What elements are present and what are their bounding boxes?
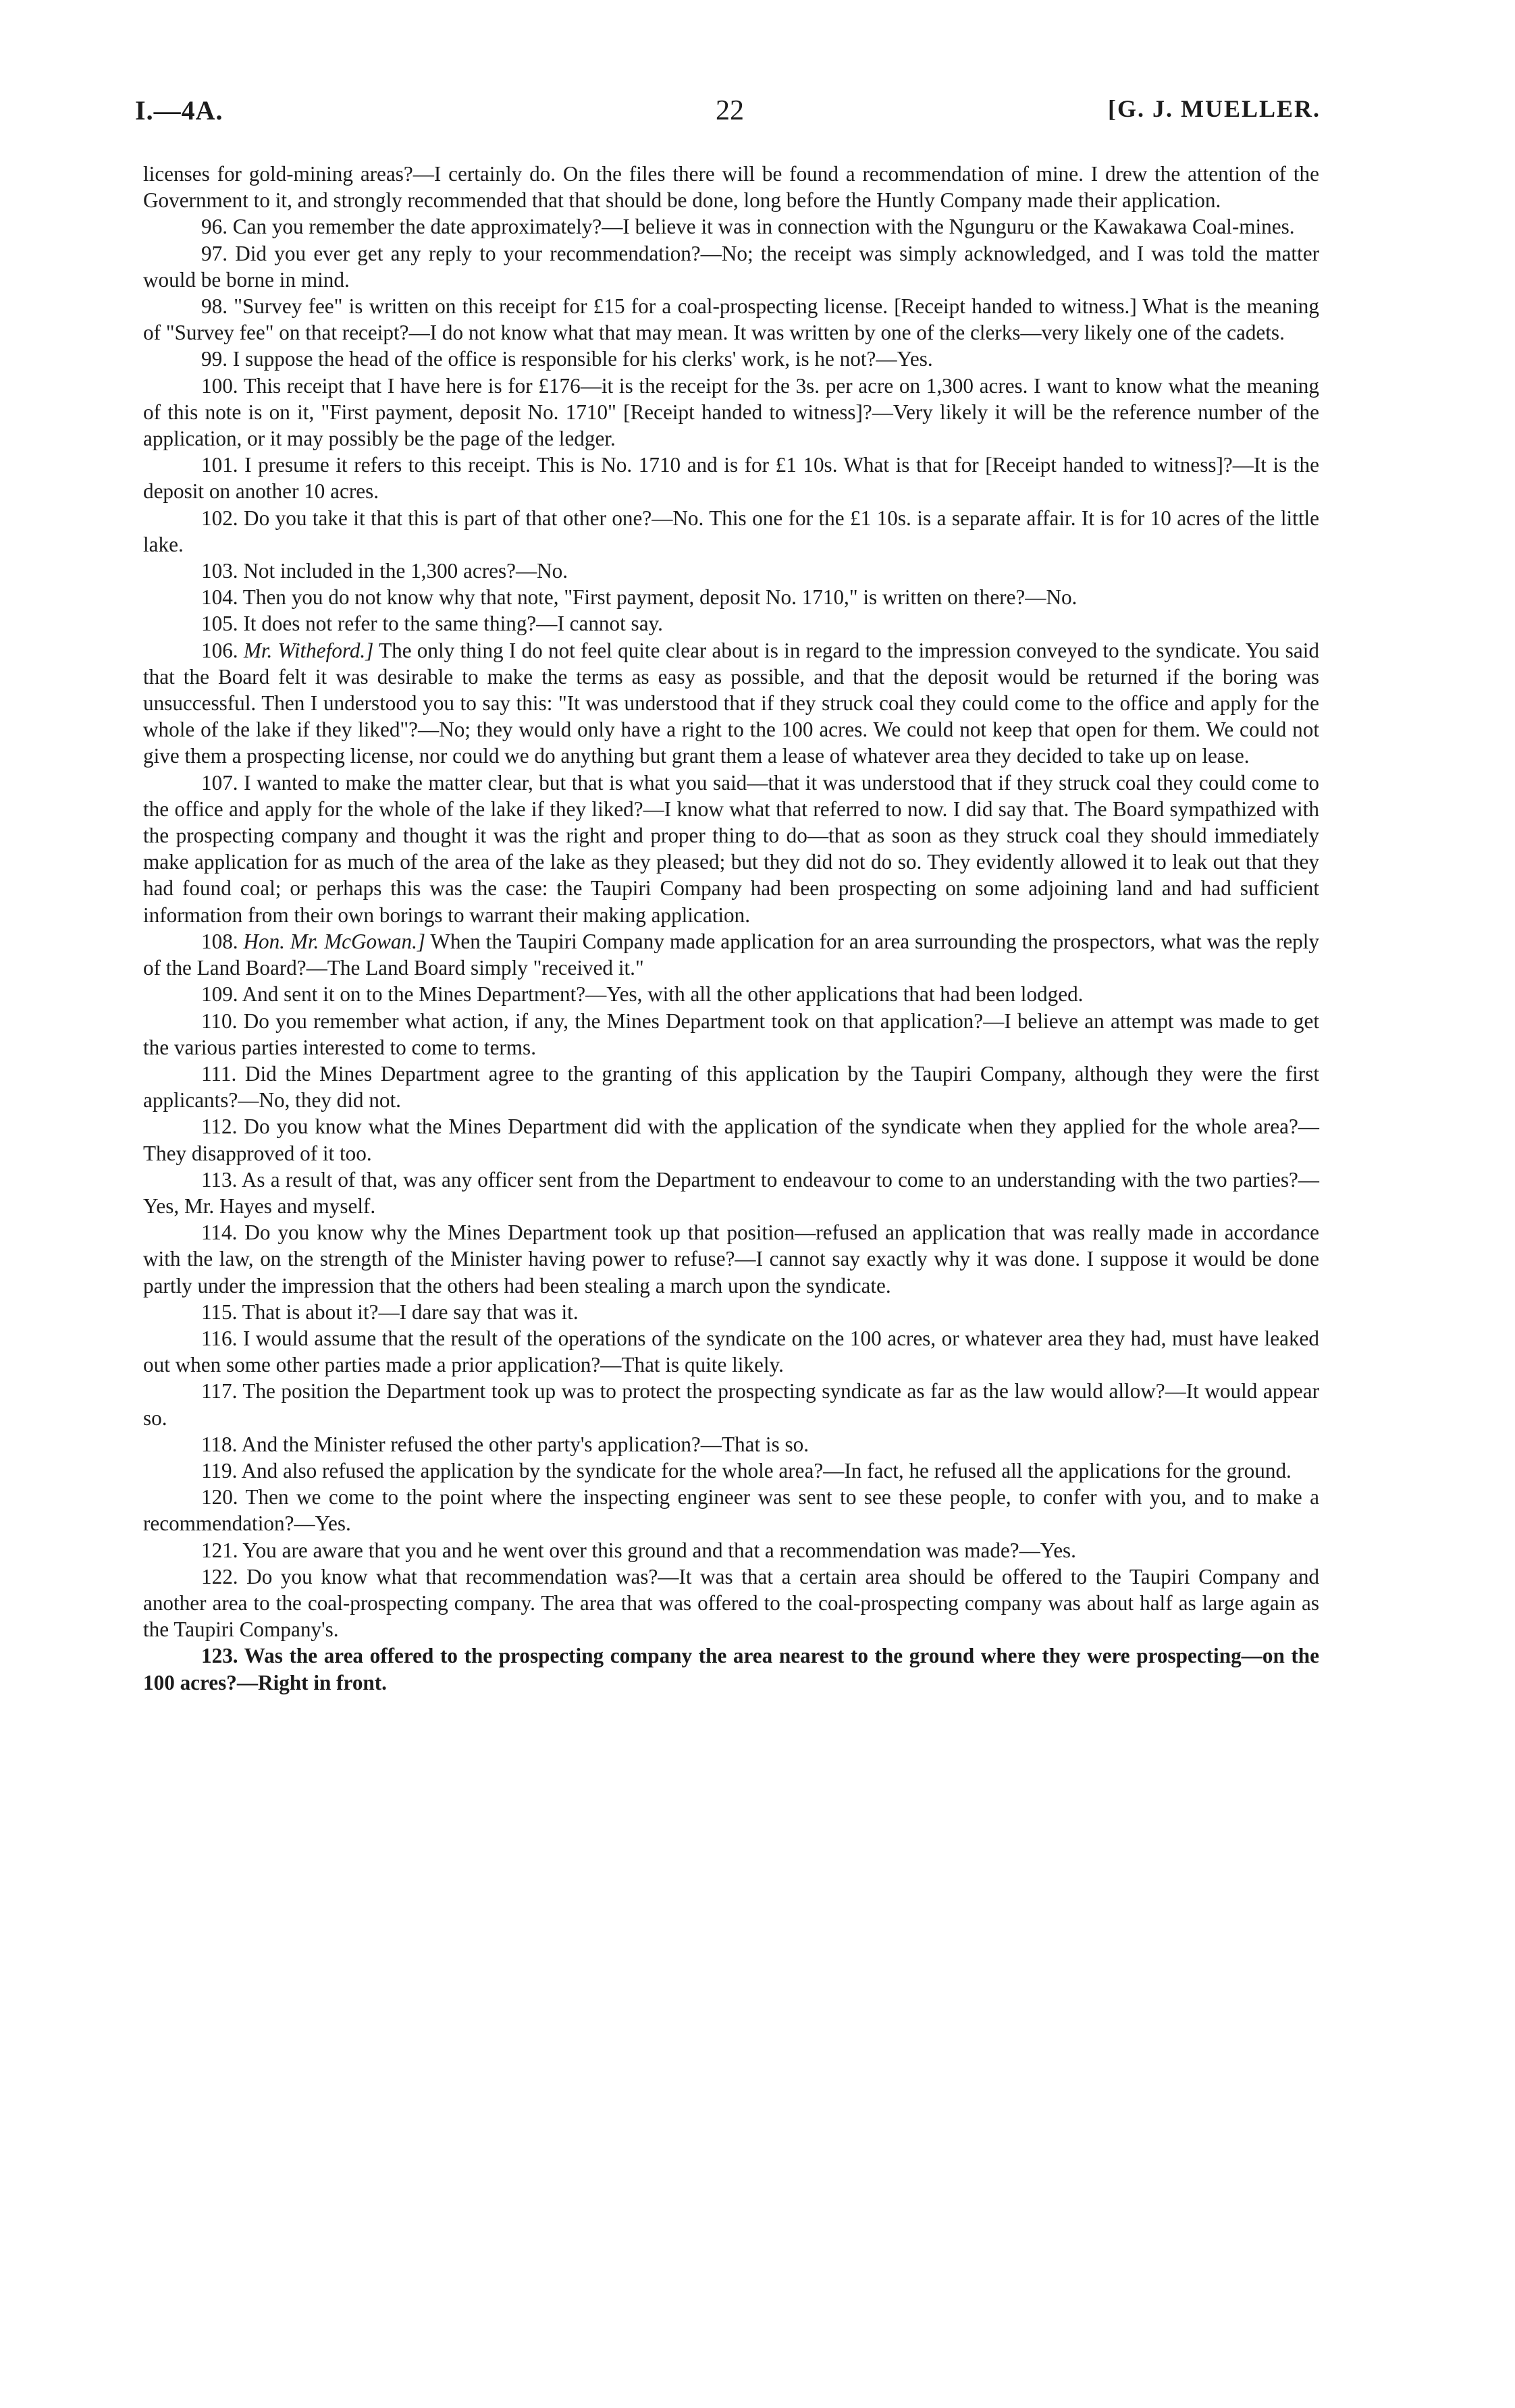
paragraph-98: 98. "Survey fee" is written on this receipt for £15 for a coal-prospecting license. [Receipt handed to witness.] What is the meaning of "Survey fee" on that receipt?—I do not know what that may mean. It was written by one of the clerks—very likely one of the cadets. xyxy=(143,294,1319,345)
paragraph-108 xyxy=(143,928,1319,981)
paragraph-text: When the Taupiri Company made application for an area surrounding the prospectors, what was the reply of the Land Board?—The Land Board simply "received it." xyxy=(143,929,1320,980)
paragraph-continued: licenses for gold-mining areas?—I certainly do. On the files there will be found a recommendation of mine. I drew the attention of the Government to it, and strongly recommended that that should be done, long before the Huntly Company made their application. xyxy=(143,162,1319,213)
paragraph-103: 103. Not included in the 1,300 acres?—No. xyxy=(201,559,568,583)
paragraph-116: 116. I would assume that the result of the operations of the syndicate on the 100 acres, or whatever area they had, must have leaked out when some other parties made a prior application?—That is quite likely. xyxy=(143,1326,1319,1377)
paragraph-123: 123. Was the area offered to the prospecting company the area nearest to the ground where they were prospecting—on the 100 acres?—Right in front. xyxy=(143,1644,1319,1694)
paragraph-106 xyxy=(143,637,1319,770)
paragraph-109: 109. And sent it on to the Mines Department?—Yes, with all the other applications that had been lodged. xyxy=(201,982,1084,1007)
page-header xyxy=(135,95,1321,135)
paragraph-107: 107. I wanted to make the matter clear, but that is what you said—that it was understood that if they struck coal they could come to the office and apply for the whole of the lake if they liked?—I know what that referred to now. I did say that. The Board sympathized with the prospecting company and thought it was the right and proper thing to do—that as soon as they struck coal they should immediately make application for as much of the area of the lake as they pleased; but they did not do so. They evidently allowed it to leak out that they had found coal; or perhaps this was the case: the Taupiri Company had been prospecting on some adjoining land and had sufficient information from their own borings to warrant their making application. xyxy=(143,770,1319,927)
paragraph-120: 120. Then we come to the point where the inspecting engineer was sent to see these people, to confer with you, and to make a recommendation?—Yes. xyxy=(143,1485,1319,1536)
page-number: 22 xyxy=(716,95,744,126)
speaker-name: Hon. Mr. McGowan.] xyxy=(243,929,426,953)
speaker-name: Mr. Witheford.] xyxy=(243,638,374,662)
paragraph-97: 97. Did you ever get any reply to your recommendation?—No; the receipt was simply acknowledged, and I was told the matter would be borne in mind. xyxy=(143,241,1319,292)
witness-name: [G. J. MUELLER. xyxy=(1107,95,1321,122)
paragraph-104: 104. Then you do not know why that note, "First payment, deposit No. 1710," is written on there?—No. xyxy=(201,585,1078,610)
paragraph-110: 110. Do you remember what action, if any, the Mines Department took on that application?—I believe an attempt was made to get the various parties interested to come to terms. xyxy=(143,1009,1319,1059)
paragraph-100: 100. This receipt that I have here is for £176—it is the receipt for the 3s. per acre on 1,300 acres. I want to know what the meaning of this note is on it, "First payment, deposit No. 1710" [Receipt handed to witness]?—Very likely it will be the reference number of the application, or it may possibly be the page of the ledger. xyxy=(143,373,1319,451)
paragraph-111: 111. Did the Mines Department agree to the granting of this application by the Taupiri Company, although they were the first applicants?—No, they did not. xyxy=(143,1061,1319,1113)
paragraph-text: The only thing I do not feel quite clear about is in regard to the impression conveyed to the syndicate. You said that the Board felt it was desirable to make the terms as easy as possible, and that the deposit would be returned if the boring was unsuccessful. Then I understood you to say this: "It was understood that if they struck coal they could come to the office and apply for the whole of the lake if they liked"?—No; they would only have a right to the 100 acres. We could not keep that open for them. We could not give them a prospecting license, nor could we do anything but grant them a lease of whatever area they decided to take up on lease. xyxy=(143,638,1320,768)
paragraph-113: 113. As a result of that, was any officer sent from the Department to endeavour to come to an understanding with the two parties?—Yes, Mr. Hayes and myself. xyxy=(143,1167,1319,1218)
paragraph-99: 99. I suppose the head of the office is responsible for his clerks' work, is he not?—Yes. xyxy=(201,347,933,371)
paragraph-119: 119. And also refused the application by the syndicate for the whole area?—In fact, he refused all the applications for the ground. xyxy=(201,1458,1292,1482)
paragraph-117: 117. The position the Department took up was to protect the prospecting syndicate as far as the law would allow?—It would appear so. xyxy=(143,1379,1319,1430)
transcript-body xyxy=(143,161,1319,1696)
paragraph-114: 114. Do you know why the Mines Department took up that position—refused an application that was really made in accordance with the law, on the strength of the Minister having power to refuse?—I cannot say exactly why it was done. I suppose it would be done partly under the impression that the others had been stealing a march upon the syndicate. xyxy=(143,1221,1319,1297)
paragraph-101: 101. I presume it refers to this receipt. This is No. 1710 and is for £1 10s. What is that for [Receipt handed to witness]?—It is the deposit on another 10 acres. xyxy=(143,453,1319,504)
paragraph-102: 102. Do you take it that this is part of that other one?—No. This one for the £1 10s. is a separate affair. It is for 10 acres of the little lake. xyxy=(143,506,1319,556)
paragraph-115: 115. That is about it?—I dare say that was it. xyxy=(201,1300,579,1324)
paragraph-112: 112. Do you know what the Mines Department did with the application of the syndicate when they applied for the whole area?—They disapproved of it too. xyxy=(143,1115,1319,1165)
paragraph-96: 96. Can you remember the date approximately?—I believe it was in connection with the Ngunguru or the Kawakawa Coal-mines. xyxy=(201,215,1295,239)
question-number: 106. xyxy=(201,638,238,662)
paper-reference: I.—4A. xyxy=(135,95,223,126)
question-number: 108. xyxy=(201,929,238,953)
paragraph-121: 121. You are aware that you and he went over this ground and that a recommendation was made?—Yes. xyxy=(201,1538,1076,1562)
paragraph-122: 122. Do you know what that recommendation was?—It was that a certain area should be offered to the Taupiri Company and another area to the coal-prospecting company. The area that was offered to the coal-prospecting company was about half as large again as the Taupiri Company's. xyxy=(143,1564,1319,1642)
paragraph-105: 105. It does not refer to the same thing?—I cannot say. xyxy=(201,612,663,636)
paragraph-118: 118. And the Minister refused the other party's application?—That is so. xyxy=(201,1432,809,1456)
